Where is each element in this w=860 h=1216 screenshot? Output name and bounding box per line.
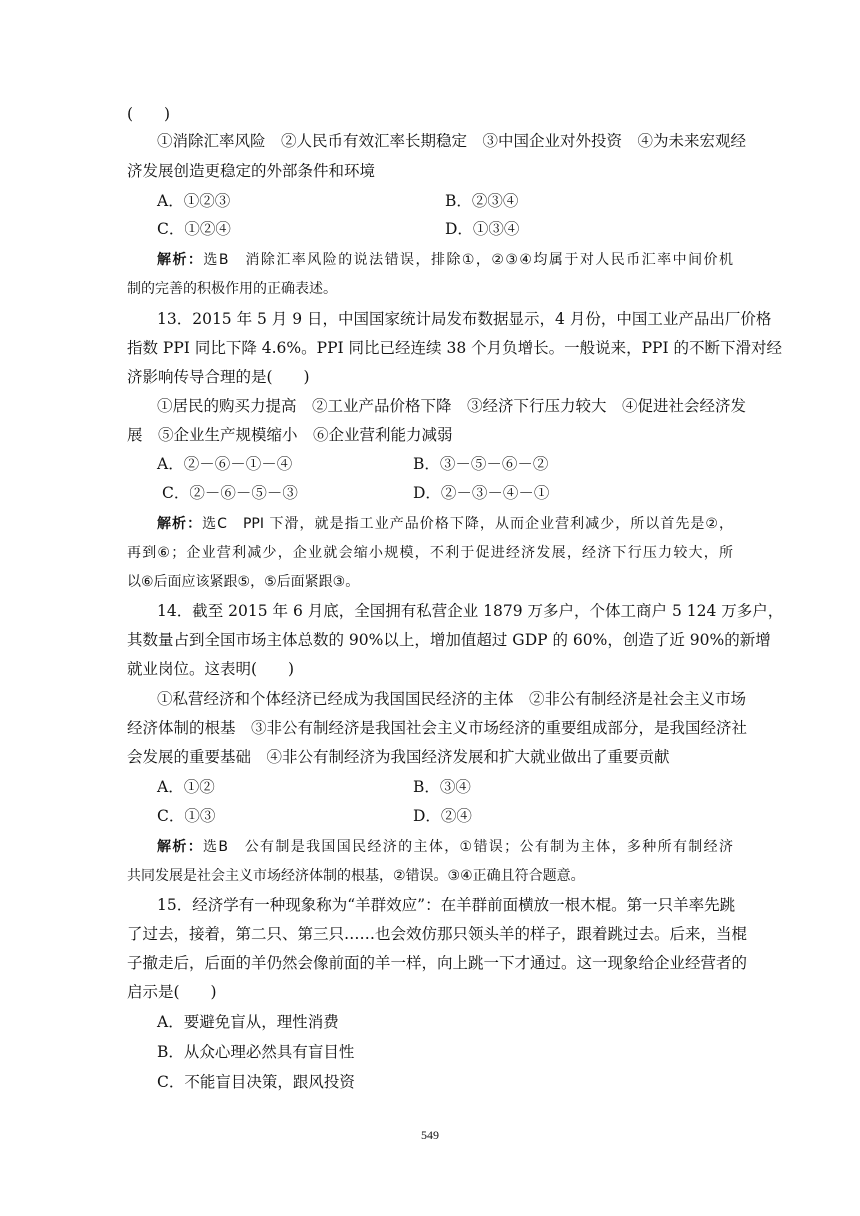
q13-stem-line3: 济影响传导合理的是( ) <box>127 368 310 386</box>
q14-option-c: C．①③ <box>157 807 216 825</box>
q14-solution-line1 <box>157 837 733 857</box>
q12-option-d: D．①③④ <box>445 220 520 238</box>
q15-stem-line1: 15．经济学有一种现象称为“羊群效应”：在羊群前面横放一根木棍。第一只羊率先跳 <box>157 896 736 914</box>
q12-solution-line2: 制的完善的积极作用的正确表述。 <box>127 281 337 297</box>
q15-stem-line4: 启示是( ) <box>127 983 217 1001</box>
q14-option-b: B．③④ <box>413 778 471 796</box>
q13-solution-text: 选C PPI 下滑，就是指工业产品价格下降，从而企业营利减少，所以首先是②， <box>202 516 734 532</box>
q13-items-line2: 展 ⑤企业生产规模缩小 ⑥企业营利能力减弱 <box>127 426 453 444</box>
q12-option-a: A．①②③ <box>157 192 231 210</box>
q12-option-b: B．②③④ <box>445 192 519 210</box>
solution-label: 解析： <box>157 516 203 532</box>
q13-solution-line2: 再到⑥；企业营利减少，企业就会缩小规模，不利于促进经济发展，经济下行压力较大，所 <box>127 545 733 561</box>
q13-solution-line1 <box>157 514 733 534</box>
q13-solution-line3: 以⑥后面应该紧跟⑤，⑤后面紧跟③。 <box>127 574 360 590</box>
q12-items-line2: 济发展创造更稳定的外部条件和环境 <box>127 162 376 180</box>
q14-items-line2: 经济体制的根基 ③非公有制经济是我国社会主义市场经济的重要组成部分，是我国经济社 <box>127 719 748 737</box>
q12-items-line1: ①消除汇率风险 ②人民币有效汇率长期稳定 ③中国企业对外投资 ④为未来宏观经 <box>157 132 747 150</box>
q14-items-line1: ①私营经济和个体经济已经成为我国国民经济的主体 ②非公有制经济是社会主义市场 <box>157 690 747 708</box>
q14-stem-line3: 就业岗位。这表明( ) <box>127 660 295 678</box>
q13-stem-line1: 13．2015 年 5 月 9 日，中国国家统计局发布数据显示，4 月份，中国工业产品出厂价格 <box>157 310 772 328</box>
solution-label: 解析： <box>157 252 204 268</box>
q15-stem-line2: 了过去，接着，第二只、第三只……也会效仿那只领头羊的样子，跟着跳过去。后来，当棍 <box>127 925 748 943</box>
q13-option-c: C．②－⑥－⑤－③ <box>162 484 298 502</box>
solution-label: 解析： <box>157 839 204 855</box>
q12-bracket: ( ) <box>127 105 171 123</box>
q14-option-a: A．①② <box>157 778 215 796</box>
q14-items-line3: 会发展的重要基础 ④非公有制经济为我国经济发展和扩大就业做出了重要贡献 <box>127 748 670 766</box>
q12-option-c: C．①②④ <box>157 220 231 238</box>
q14-stem-line1: 14．截至 2015 年 6 月底，全国拥有私营企业 1879 万多户，个体工商户 5 124 万多户， <box>157 602 784 620</box>
q13-option-b: B．③－⑤－⑥－② <box>413 455 549 473</box>
q13-items-line1: ①居民的购买力提高 ②工业产品价格下降 ③经济下行压力较大 ④促进社会经济发 <box>157 397 747 415</box>
page-number: 549 <box>421 1128 439 1142</box>
q14-solution-line2: 共同发展是社会主义市场经济体制的根基，②错误。③④正确且符合题意。 <box>127 868 585 884</box>
q13-option-d: D．②－③－④－① <box>413 484 550 502</box>
q15-stem-line3: 子撤走后，后面的羊仍然会像前面的羊一样，向上跳一下才通过。这一现象给企业经营者的 <box>127 954 748 972</box>
q15-option-c: C．不能盲目决策，跟风投资 <box>157 1073 355 1091</box>
q15-option-b: B．从众心理必然具有盲目性 <box>157 1043 355 1061</box>
q14-option-d: D．②④ <box>413 807 472 825</box>
q15-option-a: A．要避免盲从，理性消费 <box>157 1013 339 1031</box>
q12-solution-text: 选B 消除汇率风险的说法错误，排除①，②③④均属于对人民币汇率中间价机 <box>203 252 734 268</box>
q12-solution-line1 <box>157 250 733 270</box>
q14-stem-line2: 其数量占到全国市场主体总数的 90%以上，增加值超过 GDP 的 60%，创造了近 90%的新增 <box>127 631 771 649</box>
q14-solution-text: 选B 公有制是我国国民经济的主体，①错误；公有制为主体，多种所有制经济 <box>203 839 734 855</box>
q13-option-a: A．②－⑥－①－④ <box>157 455 293 473</box>
q13-stem-line2: 指数 PPI 同比下降 4.6%。PPI 同比已经连续 38 个月负增长。一般说来，PPI 的不断下滑对经 <box>127 339 783 357</box>
